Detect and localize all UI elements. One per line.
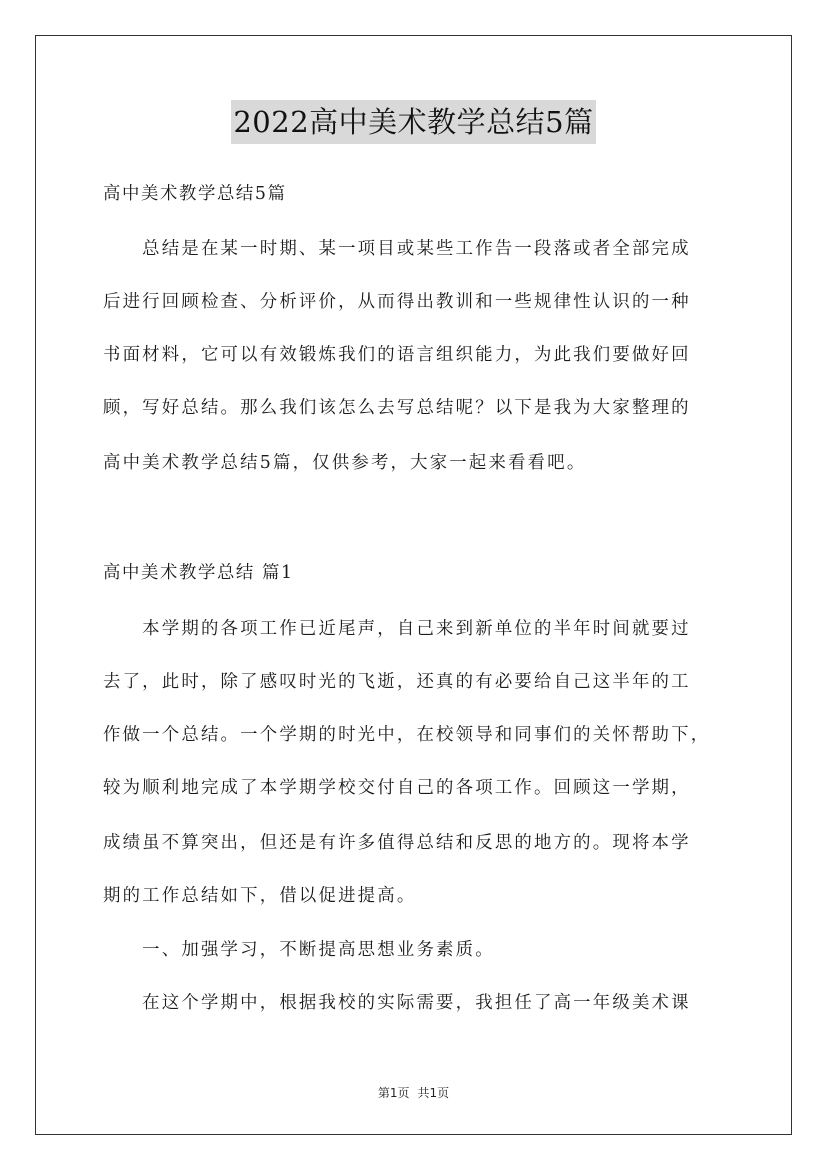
page-total: 共1页	[417, 1086, 450, 1100]
document-title: 2022高中美术教学总结5篇	[231, 100, 595, 144]
body-line: 高中美术教学总结5篇，仅供参考，大家一起来看看吧。	[103, 453, 587, 473]
body-line: 在这个学期中，根据我校的实际需要，我担任了高一年级美术课	[103, 993, 691, 1013]
section-heading: 高中美术教学总结 篇1	[103, 563, 294, 583]
body-line: 一、加强学习，不断提高思想业务素质。	[103, 940, 495, 960]
body-line: 较为顺利地完成了本学期学校交付自己的各项工作。回顾这一学期，	[103, 778, 691, 798]
body-line: 顾，写好总结。那么我们该怎么去写总结呢？以下是我为大家整理的	[103, 398, 691, 418]
page-footer	[0, 1085, 827, 1101]
subtitle-line: 高中美术教学总结5篇	[103, 184, 287, 204]
body-line: 作做一个总结。一个学期的时光中，在校领导和同事们的关怀帮助下，	[103, 725, 711, 745]
body-line: 后进行回顾检查、分析评价，从而得出教训和一些规律性认识的一种	[103, 292, 691, 312]
page-number: 第1页	[377, 1086, 410, 1100]
body-line: 成绩虽不算突出，但还是有许多值得总结和反思的地方的。现将本学	[103, 833, 691, 853]
body-line: 去了，此时，除了感叹时光的飞逝，还真的有必要给自己这半年的工	[103, 672, 691, 692]
body-line: 期的工作总结如下，借以促进提高。	[103, 886, 417, 906]
title-container	[0, 100, 827, 144]
body-line: 总结是在某一时期、某一项目或某些工作告一段落或者全部完成	[103, 239, 691, 259]
body-line: 书面材料，它可以有效锻炼我们的语言组织能力，为此我们要做好回	[103, 345, 691, 365]
body-line: 本学期的各项工作已近尾声，自己来到新单位的半年时间就要过	[103, 619, 691, 639]
